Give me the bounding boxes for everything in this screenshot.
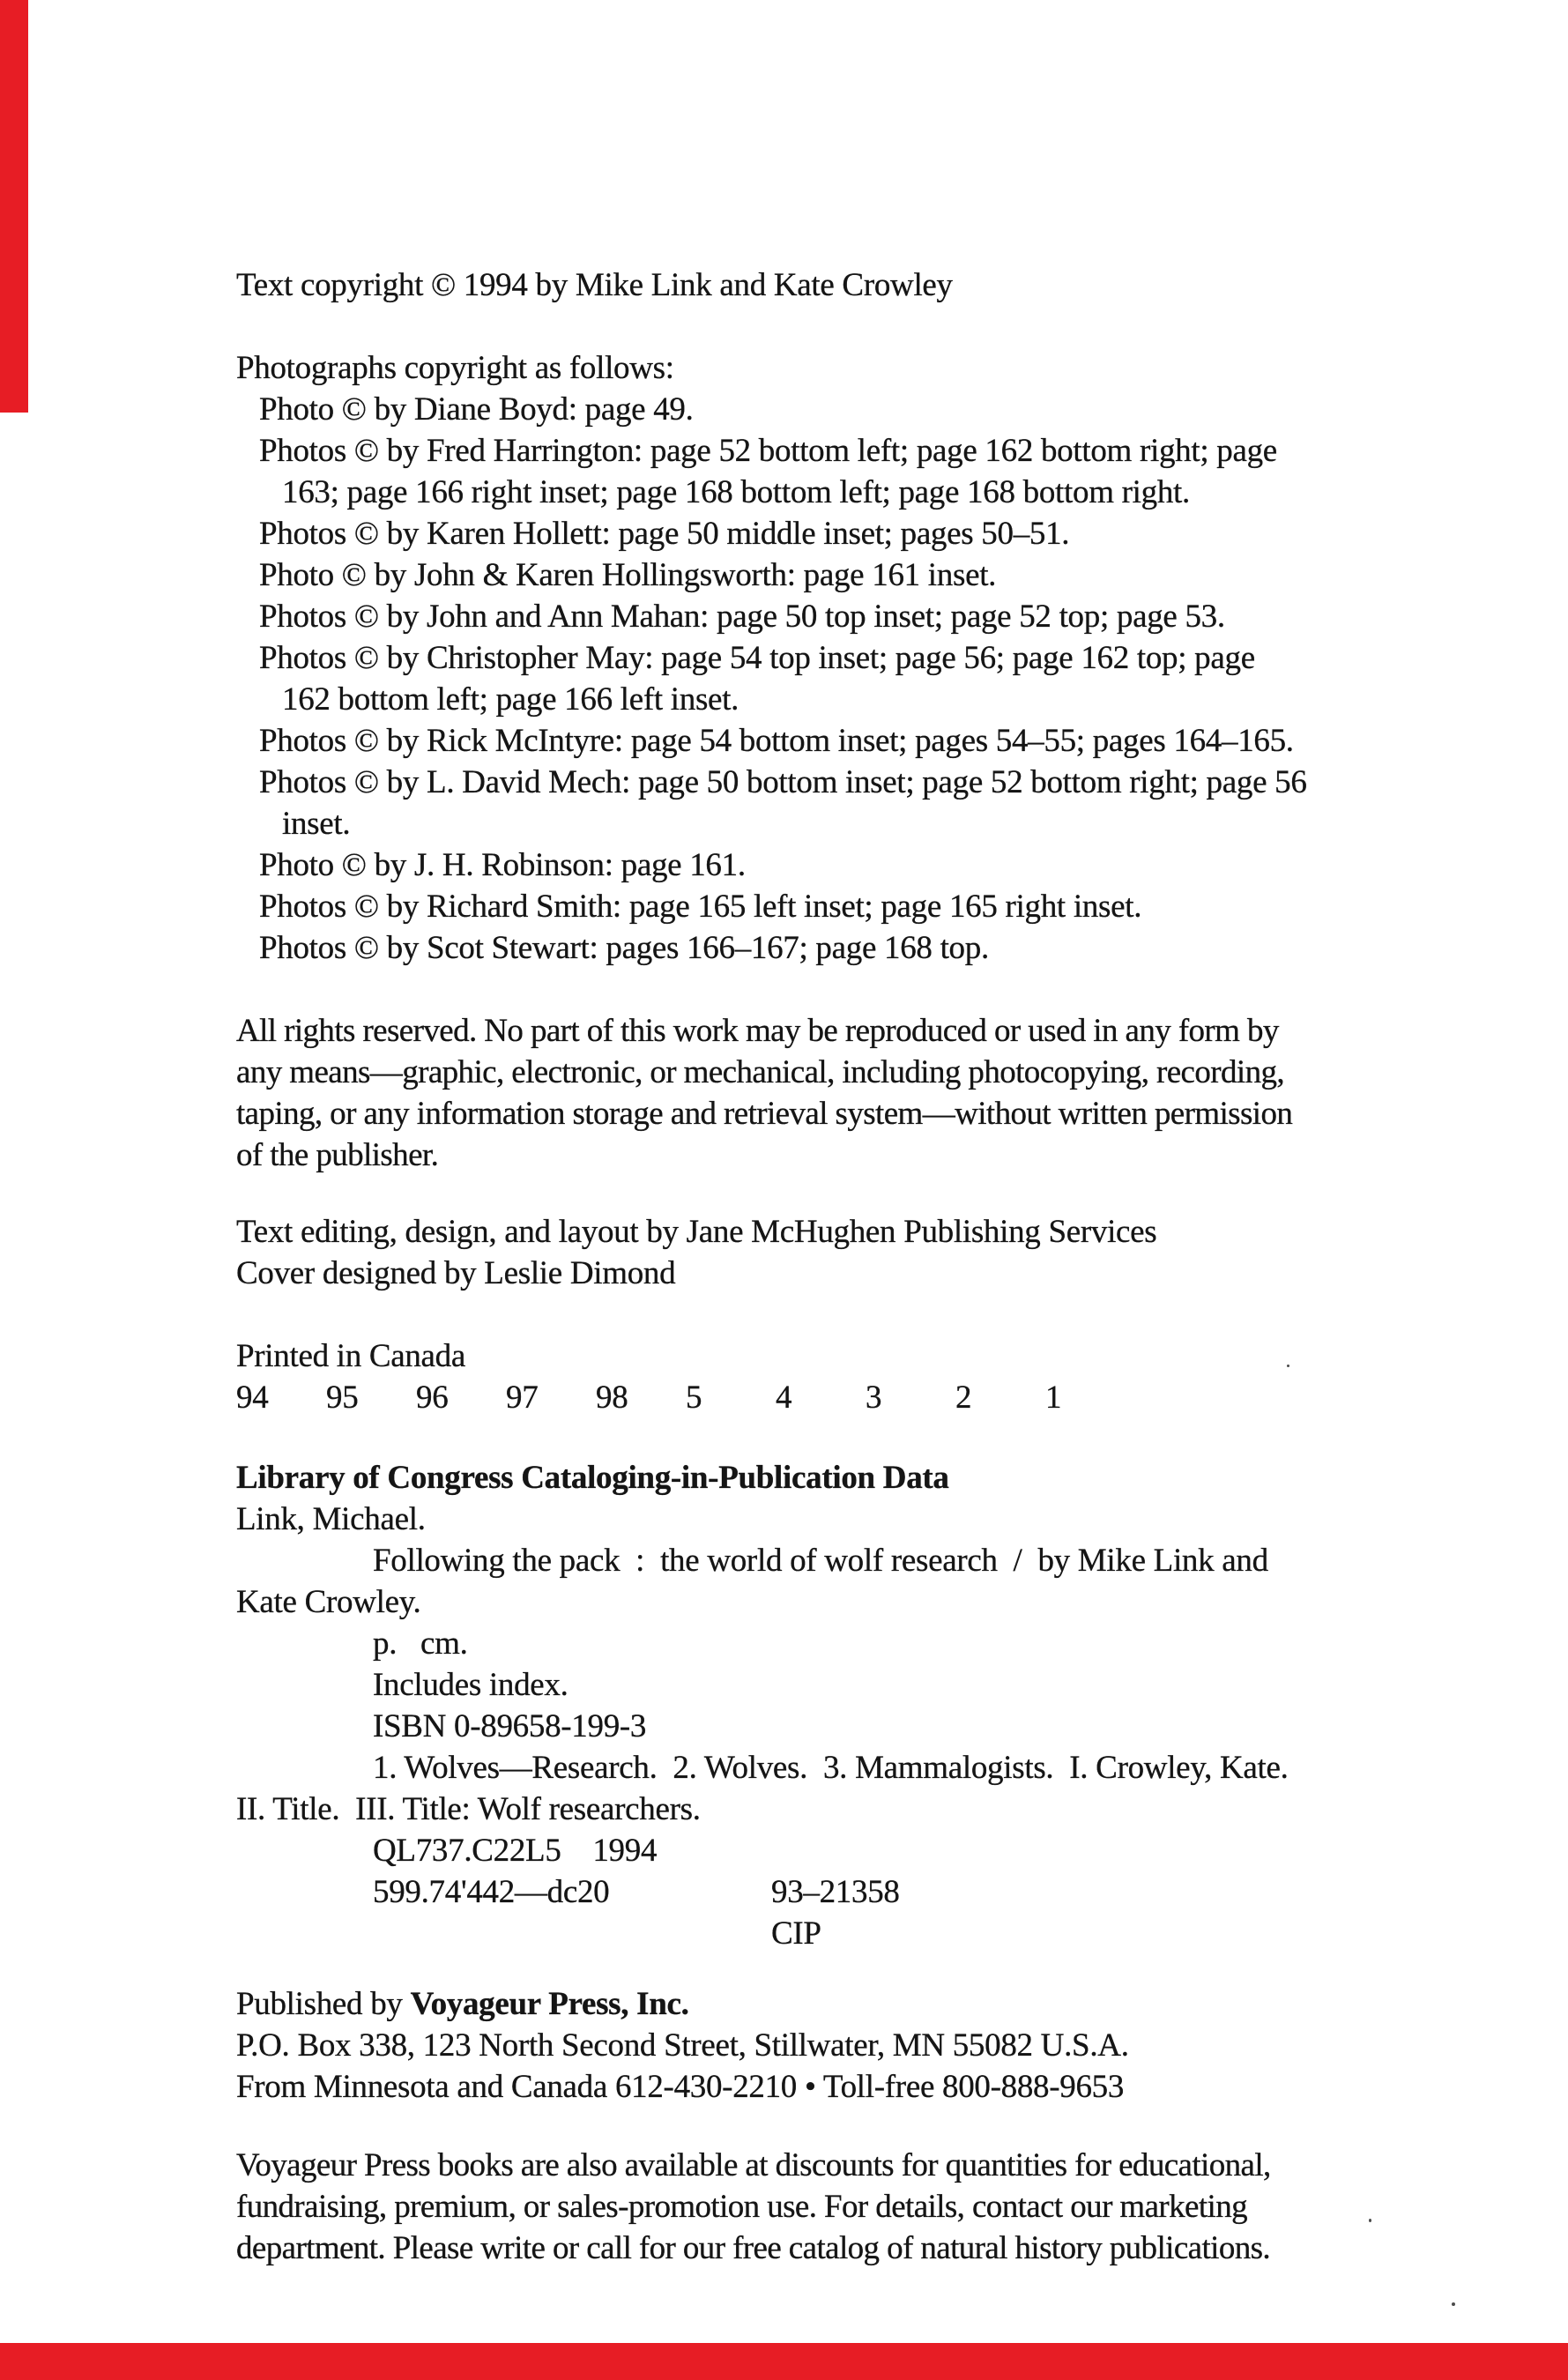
rights-line: any means—graphic, electronic, or mechanical, including photocopying, recording,: [236, 1054, 1285, 1090]
scan-artifact-bottom-red-bar: [0, 2343, 1568, 2380]
catalog-paragraph: [236, 2145, 1470, 2269]
print-run-numbers-line: [236, 1377, 1470, 1418]
cip-title-line: Following the pack : the world of wolf research / by Mike Link and: [373, 1543, 1268, 1579]
cip-author-line: Link, Michael.: [236, 1501, 426, 1537]
photo-credits-heading-section: [236, 347, 1470, 389]
cip-lccn-number: 93–21358: [771, 1874, 900, 1910]
catalog-line: Voyageur Press books are also available at discounts for quantities for educational,: [236, 2147, 1271, 2183]
production-credits-section: [236, 1211, 1470, 1294]
scan-artifact-left-red-bar: [0, 0, 28, 413]
print-run-number: 96: [416, 1380, 449, 1416]
text-editing-line: Text editing, design, and layout by Jane McHughen Publishing Services: [236, 1214, 1157, 1250]
photo-credit-line: Photo © by J. H. Robinson: page 161.: [259, 847, 746, 883]
cip-heading: Library of Congress Cataloging-in-Publication Data: [236, 1460, 949, 1496]
publisher-address-line: P.O. Box 338, 123 North Second Street, Stillwater, MN 55082 U.S.A.: [236, 2027, 1129, 2064]
cip-index-line: Includes index.: [373, 1667, 568, 1703]
cip-dewey-number: 599.74'442—dc20: [373, 1874, 610, 1910]
photo-credit-line: Photos © by Fred Harrington: page 52 bottom left; page 162 bottom right; page: [259, 433, 1277, 469]
rights-line: All rights reserved. No part of this work may be reproduced or used in any form by: [236, 1013, 1279, 1049]
photo-credit-line: Photos © by Richard Smith: page 165 left inset; page 165 right inset.: [259, 889, 1142, 925]
photo-credit-line: Photos © by Rick McIntyre: page 54 bottom inset; pages 54–55; pages 164–165.: [259, 723, 1294, 759]
print-run-number: 4: [776, 1380, 792, 1416]
publisher-phone-line: From Minnesota and Canada 612-430-2210 • Toll-free 800-888-9653: [236, 2069, 1125, 2105]
rights-paragraph: [236, 1010, 1470, 1176]
cip-block: [236, 1457, 1470, 1954]
cover-design-line: Cover designed by Leslie Dimond: [236, 1255, 676, 1291]
catalog-line: department. Please write or call for our free catalog of natural history publications.: [236, 2230, 1271, 2266]
scan-speck: [1452, 2302, 1455, 2306]
photo-credit-line: Photos © by Karen Hollett: page 50 middle inset; pages 50–51.: [259, 516, 1070, 552]
text-copyright-line: Text copyright © 1994 by Mike Link and Kate Crowley: [236, 267, 953, 303]
printing-section: [236, 1335, 1470, 1418]
cip-titles-line: II. Title. III. Title: Wolf researchers.: [236, 1791, 701, 1827]
cip-pcm-line: p. cm.: [373, 1625, 468, 1662]
print-run-number: 1: [1045, 1380, 1062, 1416]
photo-credits-list: [236, 389, 1470, 969]
cip-callnumber-line: QL737.C22L5 1994: [373, 1833, 658, 1869]
photo-credit-line: Photos © by L. David Mech: page 50 bottom inset; page 52 bottom right; page 56: [259, 764, 1307, 800]
rights-line: taping, or any information storage and retrieval system—without written permission: [236, 1096, 1293, 1132]
rights-line: of the publisher.: [236, 1137, 439, 1173]
print-run-number: 3: [866, 1380, 882, 1416]
print-run-number: 97: [506, 1380, 539, 1416]
published-by-line: [236, 1983, 1470, 2025]
publisher-name: Voyageur Press, Inc.: [410, 1986, 689, 2022]
print-run-number: 2: [955, 1380, 972, 1416]
print-run-number: 94: [236, 1380, 269, 1416]
print-run-number: 98: [596, 1380, 628, 1416]
cip-label-line: CIP: [771, 1915, 821, 1952]
print-run-number: 95: [326, 1380, 359, 1416]
cip-dewey-lccn-line: [236, 1871, 1470, 1913]
cip-author-carryover-line: Kate Crowley.: [236, 1584, 421, 1620]
published-by-prefix: Published by: [236, 1986, 411, 2022]
cip-subjects-line: 1. Wolves—Research. 2. Wolves. 3. Mammalogists. I. Crowley, Kate.: [373, 1750, 1289, 1786]
photo-credit-line-continuation: inset.: [282, 806, 351, 842]
print-run-number: 5: [686, 1380, 702, 1416]
cip-isbn-line: ISBN 0-89658-199-3: [373, 1708, 647, 1744]
printed-in-line: Printed in Canada: [236, 1338, 466, 1374]
publisher-section: [236, 1983, 1470, 2108]
photo-credit-line: Photos © by Christopher May: page 54 top inset; page 56; page 162 top; page: [259, 640, 1255, 676]
photo-credit-line-continuation: 162 bottom left; page 166 left inset.: [282, 681, 739, 718]
photo-credit-line: Photo © by Diane Boyd: page 49.: [259, 391, 694, 428]
text-copyright-section: [236, 264, 1470, 306]
catalog-line: fundraising, premium, or sales-promotion use. For details, contact our marketing: [236, 2189, 1248, 2225]
photo-credits-heading: Photographs copyright as follows:: [236, 350, 674, 386]
photo-credit-line-continuation: 163; page 166 right inset; page 168 bottom left; page 168 bottom right.: [282, 474, 1190, 510]
photo-credit-line: Photos © by Scot Stewart: pages 166–167; page 168 top.: [259, 930, 989, 966]
photo-credit-line: Photo © by John & Karen Hollingsworth: page 161 inset.: [259, 557, 997, 593]
photo-credit-line: Photos © by John and Ann Mahan: page 50 top inset; page 52 top; page 53.: [259, 599, 1225, 635]
